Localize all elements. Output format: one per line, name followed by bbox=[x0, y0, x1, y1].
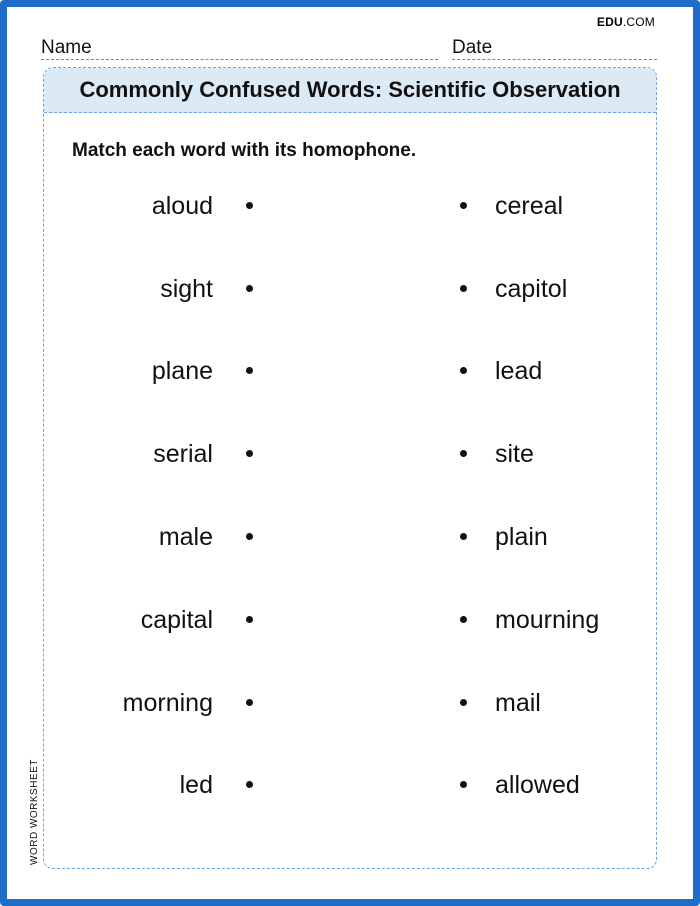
brand-logo bbox=[597, 15, 655, 29]
right-word: capitol bbox=[495, 275, 568, 303]
worksheet-title: Commonly Confused Words: Scientific Observation bbox=[44, 68, 656, 113]
match-row bbox=[44, 439, 656, 469]
right-word: site bbox=[495, 440, 534, 468]
right-word: cereal bbox=[495, 192, 564, 220]
left-match-dot[interactable] bbox=[246, 616, 253, 623]
right-match-dot[interactable] bbox=[460, 699, 467, 706]
right-word: allowed bbox=[495, 771, 580, 799]
right-match-dot[interactable] bbox=[460, 367, 467, 374]
brand-main: EDU bbox=[596, 15, 623, 29]
match-row bbox=[44, 356, 656, 386]
brand-suffix: .COM bbox=[622, 15, 655, 29]
side-label: WORD WORKSHEET bbox=[29, 759, 40, 865]
right-match-dot[interactable] bbox=[460, 450, 467, 457]
left-word: led bbox=[179, 771, 213, 799]
match-row bbox=[44, 522, 656, 552]
match-row bbox=[44, 191, 656, 221]
left-match-dot[interactable] bbox=[246, 699, 253, 706]
match-row bbox=[44, 274, 656, 304]
right-match-dot[interactable] bbox=[460, 285, 467, 292]
right-match-dot[interactable] bbox=[460, 533, 467, 540]
left-match-dot[interactable] bbox=[246, 367, 253, 374]
right-word: mail bbox=[495, 689, 541, 717]
date-label: Date bbox=[452, 37, 493, 58]
left-word: morning bbox=[122, 689, 213, 717]
name-field[interactable] bbox=[41, 37, 438, 60]
right-match-dot[interactable] bbox=[460, 781, 467, 788]
left-word: capital bbox=[140, 606, 213, 634]
right-match-dot[interactable] bbox=[460, 616, 467, 623]
left-word: serial bbox=[153, 440, 213, 468]
left-match-dot[interactable] bbox=[246, 533, 253, 540]
left-word: aloud bbox=[151, 192, 213, 220]
instruction-text: Match each word with its homophone. bbox=[72, 140, 417, 161]
date-field[interactable] bbox=[452, 37, 657, 60]
match-row bbox=[44, 688, 656, 718]
left-word: sight bbox=[160, 275, 213, 303]
right-word: mourning bbox=[495, 606, 600, 634]
right-word: plain bbox=[495, 523, 548, 551]
left-word: male bbox=[158, 523, 213, 551]
right-match-dot[interactable] bbox=[460, 202, 467, 209]
right-word: lead bbox=[495, 357, 543, 385]
left-match-dot[interactable] bbox=[246, 781, 253, 788]
left-match-dot[interactable] bbox=[246, 450, 253, 457]
match-row bbox=[44, 770, 656, 800]
left-match-dot[interactable] bbox=[246, 285, 253, 292]
name-label: Name bbox=[41, 37, 92, 58]
match-row bbox=[44, 605, 656, 635]
exercise-box bbox=[43, 67, 657, 869]
left-match-dot[interactable] bbox=[246, 202, 253, 209]
left-word: plane bbox=[151, 357, 213, 385]
